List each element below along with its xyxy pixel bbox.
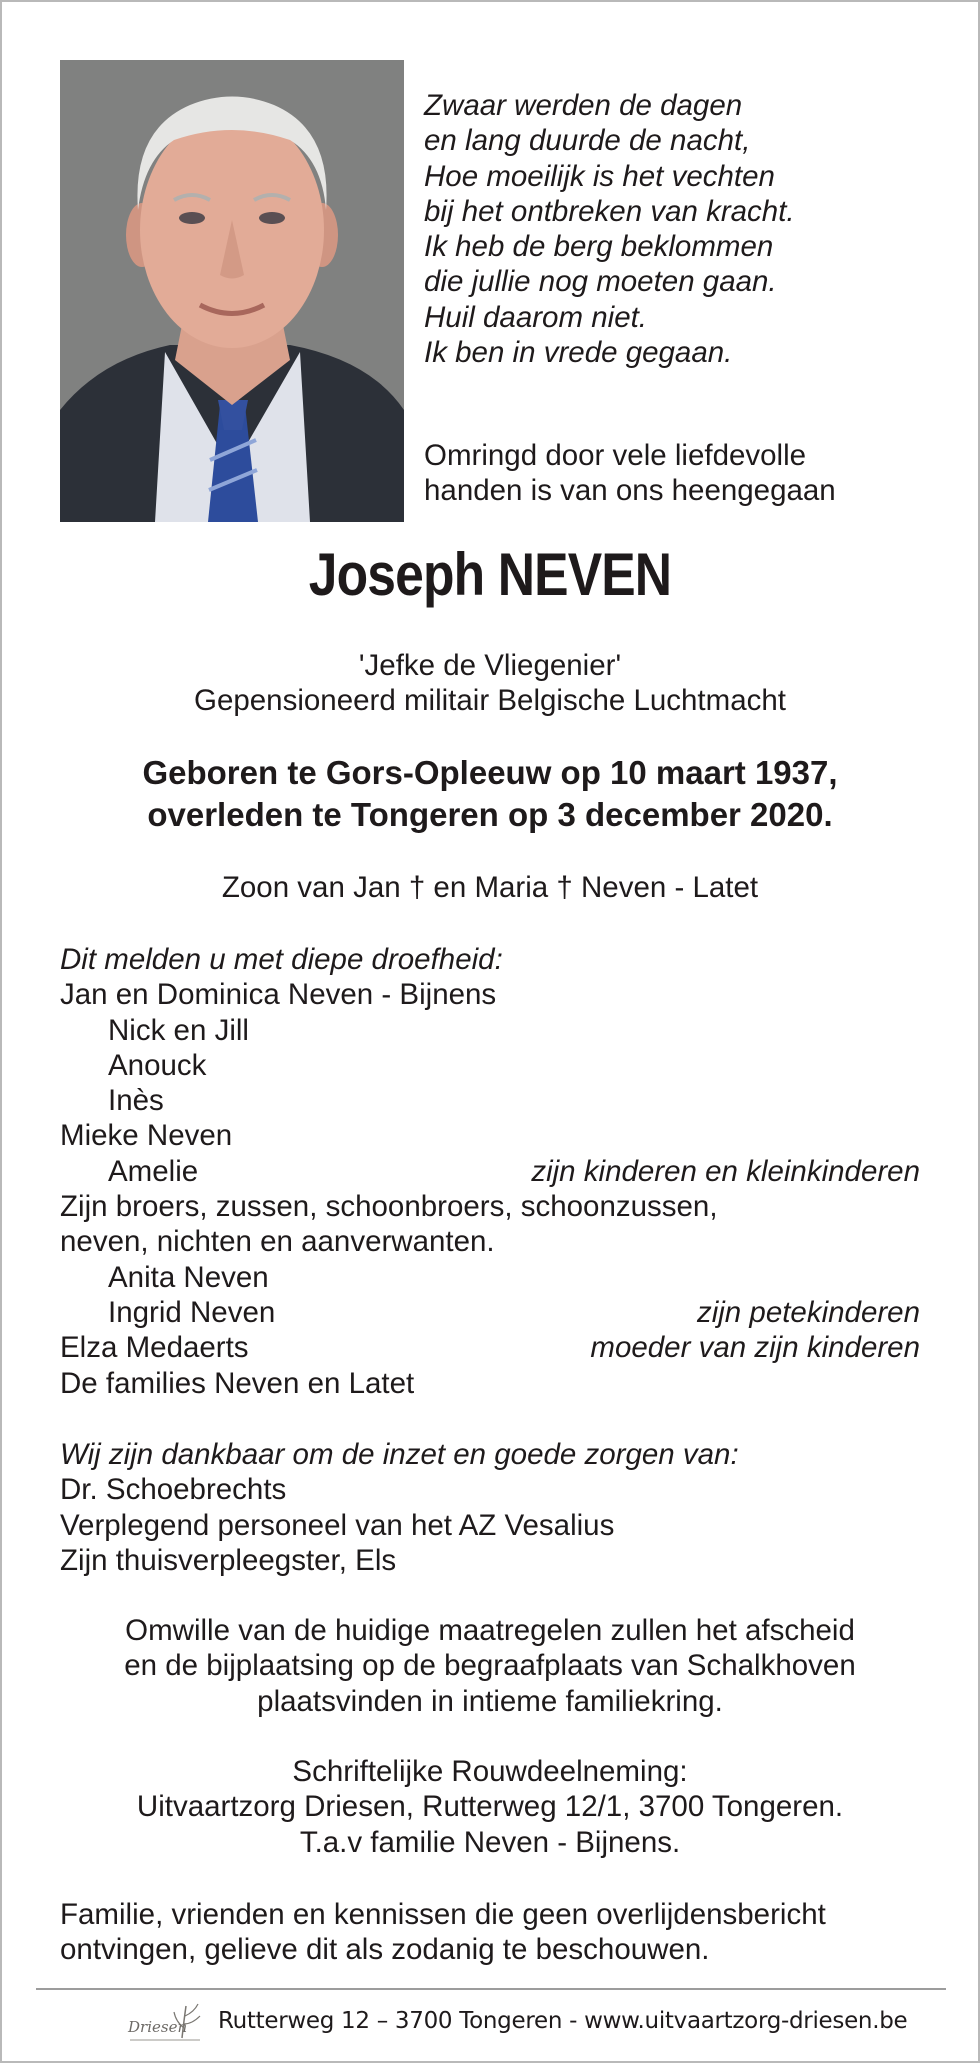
footer-divider <box>36 1988 946 1990</box>
parents-line: Zoon van Jan † en Maria † Neven - Latet <box>221 871 759 904</box>
family-row <box>60 1013 920 1048</box>
family-name: neven, nichten en aanverwanten. <box>60 1225 495 1259</box>
poem <box>424 88 944 370</box>
nickname-block <box>2 648 978 719</box>
family-name: Amelie <box>108 1154 199 1188</box>
family-row <box>60 1260 920 1295</box>
poem-line: die jullie nog moeten gaan. <box>424 265 777 299</box>
family-name: Zijn broers, zussen, schoonbroers, schoonzussen, <box>60 1190 718 1224</box>
intro-line: Omringd door vele liefdevolle <box>424 439 807 472</box>
birth-line: Geboren te Gors-Opleeuw op 10 maart 1937, <box>142 754 838 791</box>
family-relation: zijn kinderen en kleinkinderen <box>531 1154 920 1188</box>
family-row <box>60 1189 920 1224</box>
footer <box>124 1998 908 2048</box>
family-name: Nick en Jill <box>108 1013 249 1047</box>
family-name: Jan en Dominica Neven - Bijnens <box>60 978 497 1012</box>
dates-block <box>2 752 978 836</box>
profession: Gepensioneerd militair Belgische Luchtmacht <box>194 684 786 718</box>
poem-line: Ik ben in vrede gegaan. <box>424 336 733 370</box>
condolence-line: Schriftelijke Rouwdeelneming: <box>292 1755 688 1788</box>
family-row <box>60 977 920 1012</box>
poem-line: Zwaar werden de dagen <box>424 89 743 122</box>
family-heading: Dit melden u met diepe droefheid: <box>60 943 503 976</box>
condolence-line: T.a.v familie Neven - Bijnens. <box>299 1825 681 1859</box>
family-name: Anouck <box>108 1048 207 1082</box>
closing-block <box>60 1897 940 1968</box>
family-list <box>60 942 920 1401</box>
family-relation: zijn petekinderen <box>696 1295 920 1329</box>
logo-text: Driesen <box>128 2018 188 2036</box>
portrait-photo <box>60 60 404 522</box>
family-name: Mieke Neven <box>60 1119 233 1153</box>
family-relation: moeder van zijn kinderen <box>590 1331 920 1365</box>
family-name: Ingrid Neven <box>108 1295 276 1329</box>
poem-line: Huil daarom niet. <box>424 300 647 334</box>
family-row <box>60 1083 920 1118</box>
family-row <box>60 1048 920 1083</box>
family-name: De families Neven en Latet <box>60 1366 415 1400</box>
poem-line: Ik heb de berg beklommen <box>424 230 774 264</box>
death-line: overleden te Tongeren op 3 december 2020. <box>147 796 833 833</box>
thanks-heading: Wij zijn dankbaar om de inzet en goede zorgen van: <box>60 1438 739 1471</box>
ceremony-line: Omwille van de huidige maatregelen zullen het afscheid <box>125 1614 855 1647</box>
poem-line: bij het ontbreken van kracht. <box>424 194 795 228</box>
family-row <box>60 1118 920 1153</box>
ceremony-line: plaatsvinden in intieme familiekring. <box>257 1684 723 1718</box>
thanks-line: Zijn thuisverpleegster, Els <box>60 1543 397 1577</box>
intro-text <box>424 438 944 509</box>
closing-line: Familie, vrienden en kennissen die geen overlijdensbericht <box>60 1898 826 1931</box>
ceremony-block <box>2 1613 978 1719</box>
poem-line: Hoe moeilijk is het vechten <box>424 159 775 193</box>
poem-line: en lang duurde de nacht, <box>424 124 751 158</box>
funeral-home-logo <box>124 1998 204 2048</box>
thanks-line: Dr. Schoebrechts <box>60 1473 287 1507</box>
closing-line: ontvingen, gelieve dit als zodanig te beschouwen. <box>60 1933 710 1967</box>
family-row <box>60 1330 920 1365</box>
family-row <box>60 1295 920 1330</box>
deceased-name: Joseph NEVEN <box>308 541 672 608</box>
family-name: Anita Neven <box>108 1260 269 1294</box>
family-row <box>60 1154 920 1189</box>
family-name: Elza Medaerts <box>60 1331 249 1365</box>
nickname: 'Jefke de Vliegenier' <box>358 649 622 682</box>
thanks-line: Verplegend personeel van het AZ Vesalius <box>60 1508 615 1542</box>
thanks-block <box>60 1437 920 1578</box>
family-row <box>60 1224 920 1259</box>
condolence-line: Uitvaartzorg Driesen, Rutterweg 12/1, 3700 Tongeren. <box>136 1790 844 1824</box>
family-name: Inès <box>108 1084 164 1118</box>
footer-address: Rutterweg 12 – 3700 Tongeren - www.uitvaartzorg-driesen.be <box>218 2008 908 2034</box>
intro-line: handen is van ons heengegaan <box>424 474 836 508</box>
ceremony-line: en de bijplaatsing op de begraafplaats van Schalkhoven <box>124 1649 856 1683</box>
family-row <box>60 1366 920 1401</box>
condolence-block <box>2 1754 978 1860</box>
